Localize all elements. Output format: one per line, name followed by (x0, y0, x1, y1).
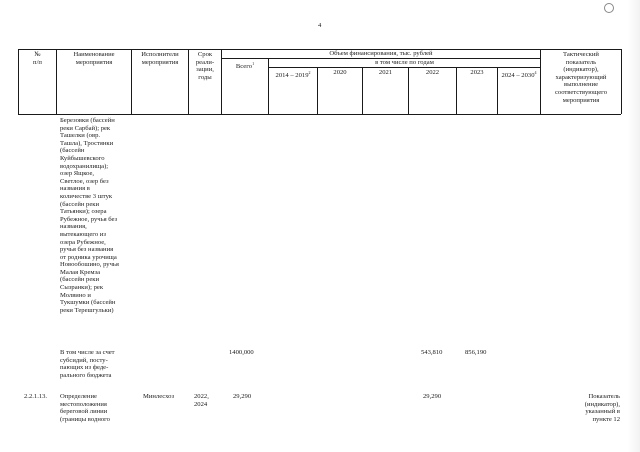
header-volume: Объем финансирования, тыс. рублей (329, 50, 433, 57)
header-bottom-border (18, 114, 621, 115)
by-years-divider (268, 67, 540, 68)
header-year-3: 2021 (378, 69, 393, 76)
header-year-4: 2022 (425, 69, 440, 76)
subsidy-row-name: В том числе за счет субсидий, посту- пающих из феде- рального бюджета (60, 349, 115, 379)
header-name: Наименование мероприятия (73, 51, 115, 66)
page-number: 4 (318, 22, 322, 29)
subsidy-2023: 856,190 (465, 349, 487, 356)
item-term: 2022, 2024 (194, 393, 209, 408)
item-number: 2.2.1.13. (24, 393, 48, 400)
item-total: 29,290 (233, 393, 252, 400)
table-right-border (621, 49, 622, 114)
subsidy-total: 1400,000 (229, 349, 254, 356)
header-num: № п/п (33, 51, 42, 66)
header-year-5: 2023 (470, 69, 484, 76)
item-executor: Минлесхоз (143, 393, 175, 400)
header-year-1: 2014 – 2019$^2$ (275, 70, 311, 80)
header-year-6: 2024 – 2030$^4$ (501, 70, 537, 80)
item-name: Определение местоположения береговой линии (границы водного (60, 393, 110, 423)
scan-mark (604, 3, 614, 13)
item-2022: 29,290 (423, 393, 442, 400)
continued-measure-name: Березовки (бассейн реки Сарбай); рек Ташелки (овр. Ташла), Тростянки (бассейн Куйбышевского водохранилища); озер Ящкое, Светлое, озер без названия в количестве 3 штук (бассейн реки Татьянки); озера Рубежное, ручья без названия, вытекающего из озера Рубежное, ручья без названия от родника урочища Новообошино, ручья Малая Кремза (бассейн реки Сызранки); рек Молвино и Тукшумки (бассейн реки Терешгульки) (60, 117, 119, 314)
header-year-2: 2020 (333, 69, 347, 76)
header-total: Всего$^1$ (235, 61, 255, 71)
item-indicator: Показатель (индикатор), указанный в пункте 12 (584, 393, 620, 423)
col-divider-4 (221, 49, 222, 114)
header-term: Срок реали- зации, годы (195, 51, 215, 81)
scan-edge-shadow (628, 0, 640, 452)
header-indicator: Тактический показатель (индикатор), характеризующий выполнение соответствующего мероприятия (554, 51, 608, 104)
subsidy-2022: 543,810 (421, 349, 443, 356)
header-by-years: в том числе по годам (375, 59, 434, 66)
header-executors: Исполнители мероприятия (141, 51, 179, 66)
